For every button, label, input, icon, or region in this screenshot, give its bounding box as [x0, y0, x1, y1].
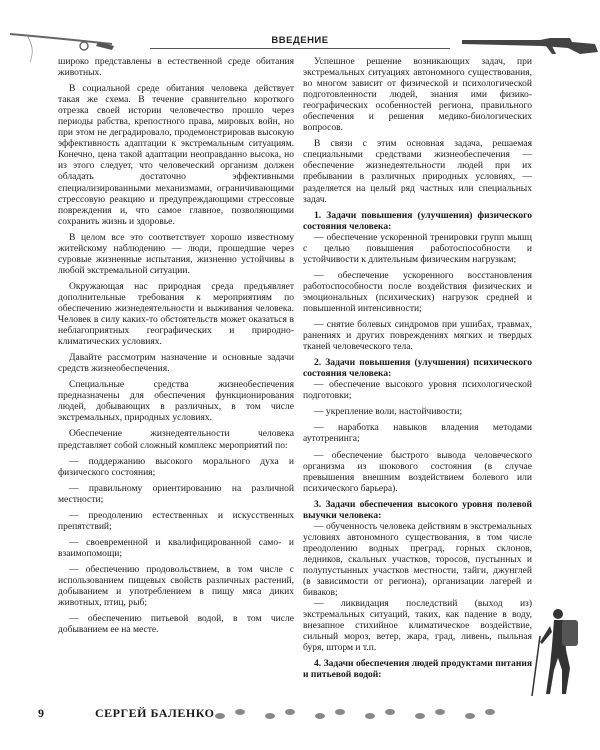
- footprints-icon: [210, 704, 500, 724]
- paragraph: — обеспечению продовольствием, в том числе с использованием пищевых свойств различных растений, добыванием и употреблением в пищу мяса диких животных, птиц, рыб;: [58, 563, 294, 609]
- page-footer: [0, 700, 600, 750]
- paragraph: — преодолению естественных и искусственных препятствий;: [58, 509, 294, 532]
- paragraph: Окружающая нас природная среда предъявляет дополнительные требования к мероприятиям по обеспечению жизнедеятельности и выживания человека. Человек в силу каких-то обстоятельств может оказаться в неблагоприятных географических и природно-климатических условиях.: [58, 280, 294, 348]
- paragraph: — обеспечение ускоренной тренировки групп мышц с целью повышения работоспособности и устойчивости к длительным физическим нагрузкам;: [303, 231, 532, 265]
- header-rule: [150, 48, 450, 49]
- paragraph: — обеспечение быстрого вывода человеческого организма из шокового состояния (в случае превышения внешним воздействием болевого или психического барьера).: [303, 449, 532, 494]
- paragraph: В социальной среде обитания человека действует такая же схема. В течение сравнительно короткого отрезка своей истории человечество прошло через периоды рабства, крепостного права, мировых войн, но при этом не деградировало, продемонстрировав высокую эффективность адаптации к экстремальным ситуациям. Конечно, цена такой адаптации неоправданно высока, но из этого следует, что человеческий организм должен обладать достаточно эффективными специализированными механизмами, ограничивающими стрессовую реакцию и предупреждающими стрессовые повреждения и, что самое главное, позволяющими сохранить жизнь и здоровье.: [58, 83, 294, 227]
- paragraph: — обученность человека действиям в экстремальных условиях автономного существования, в том числе преодолению водных преград, горных склонов, ледников, скальных участков, торосов, пустынных и полупустынных участков местности, тайги, джунглей (в зависимости от региона), организации лагерей и биваков;: [303, 520, 532, 599]
- paragraph: Успешное решение возникающих задач, при экстремальных ситуациях автономного существования, во многом зависит от физической и психологической подготовленности людей, знания ими физико-географических особенностей региона, правильного обеспечения и решения медико-биологических вопросов.: [303, 56, 532, 134]
- paragraph: Давайте рассмотрим назначение и основные задачи средств жизнеобеспечения.: [58, 352, 294, 375]
- paragraph: 3. Задачи обеспечения высокого уровня полевой выучки человека:: [303, 498, 532, 521]
- paragraph: — правильному ориентированию на различной местности;: [58, 482, 294, 505]
- paragraph: 1. Задачи повышения (улучшения) физического состояния человека:: [303, 209, 532, 232]
- section-title: ВВЕДЕНИЕ: [271, 35, 329, 46]
- hiker-icon: [520, 606, 590, 698]
- author-name: СЕРГЕЙ БАЛЕНКО: [95, 706, 215, 720]
- page-number: 9: [38, 706, 44, 720]
- paragraph: — ликвидация последствий (выход из) экстремальных ситуаций, таких, как падение в воду, внезапное стихийное климатическое воздействие, сильный мороз, ветер, жара, град, ливень, пыльная буря, шторм и т.п.: [303, 598, 532, 654]
- paragraph: В связи с этим основная задача, решаемая специальными средствами жизнеобеспечения — обеспечение жизнедеятельности людей при их пребывании в различных природных условиях, — разделяется на целый ряд частных или специальных задач.: [303, 138, 532, 205]
- left-column: [58, 56, 294, 635]
- paragraph: — поддержанию высокого морального духа и физического состояния;: [58, 455, 294, 478]
- paragraph: 2. Задачи повышения (улучшения) психического состояния человека:: [303, 357, 532, 380]
- paragraph: — укрепление воли, настойчивости;: [314, 406, 463, 418]
- paragraph: — обеспечение высокого уровня психологической подготовки;: [303, 379, 532, 402]
- paragraph: Обеспечение жизнедеятельности человека представляет собой сложный комплекс мероприятий по:: [58, 428, 294, 451]
- paragraph: — наработка навыков владения методами аутотренинга;: [303, 422, 532, 445]
- paragraph: В целом все это соответствует хорошо известному житейскому наблюдению — люди, прошедшие через суровые жизненные испытания, жизненно устойчивы в любой экстремальной ситуации.: [58, 231, 294, 276]
- paragraph: широко представлены в естественной среде обитания животных.: [58, 56, 294, 79]
- paragraph: — обеспечение ускоренного восстановления работоспособности после воздействия физических и эмоциональных (психических) нагрузок средней и повышенной интенсивности;: [303, 269, 532, 314]
- paragraph: — снятие болевых синдромов при ушибах, травмах, ранениях и других повреждениях мягких и твердых тканей человеческого тела.: [303, 319, 532, 353]
- paragraph: — обеспечению питьевой водой, в том числе добыванием ее на месте.: [58, 613, 294, 636]
- right-column: [303, 56, 532, 680]
- paragraph: Специальные средства жизнеобеспечения предназначены для обеспечения функционирования людей, добывающих в различных, в том числе экстремальных, природных условиях.: [58, 379, 294, 424]
- paragraph: — своевременной и квалифицированной само- и взаимопомощи;: [58, 536, 294, 559]
- paragraph: 4. Задачи обеспечения людей продуктами питания и питьевой водой:: [303, 658, 532, 681]
- page-header: [0, 0, 600, 62]
